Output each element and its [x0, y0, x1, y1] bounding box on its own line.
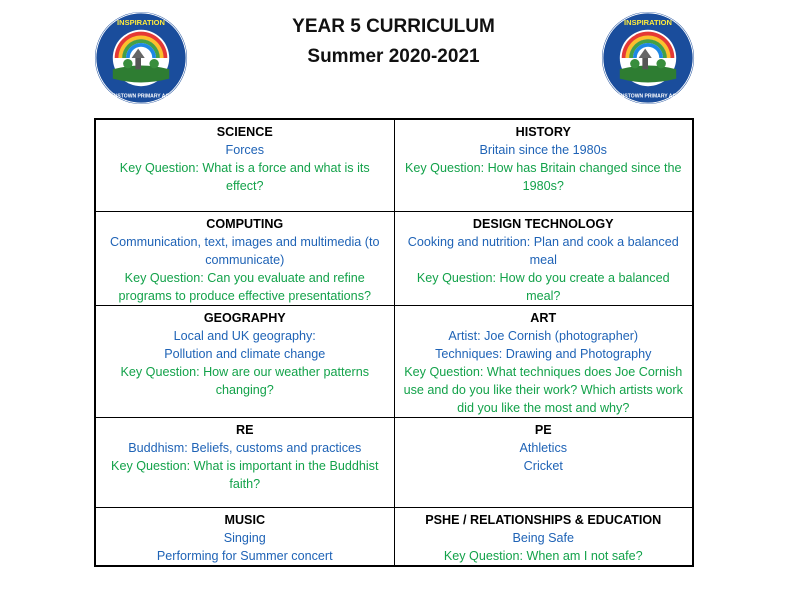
cell-geography [95, 305, 394, 417]
topic-text: Pollution and climate change [164, 346, 326, 361]
cell-pe [394, 417, 693, 507]
cell-pshe [394, 507, 693, 566]
topic-text: Cooking and nutrition: Plan and cook a balanced meal [407, 234, 679, 267]
topic-text: Athletics [519, 440, 568, 455]
topic-text: Singing [223, 530, 266, 545]
topic-text: Techniques: Drawing and Photography [435, 346, 652, 361]
cell-design-technology [394, 211, 693, 305]
topic-text: Britain since the 1980s [479, 143, 607, 157]
key-question: Key Question: What is important in the Buddhist faith? [111, 458, 379, 491]
subject-heading: MUSIC [224, 512, 266, 527]
topic-text: Buddhism: Beliefs, customs and practices [128, 440, 362, 455]
topic-text: Forces [225, 143, 264, 157]
cell-history [394, 119, 693, 211]
logo-top-text: INSPIRATION [117, 18, 165, 28]
topic-text: Artist: Joe Cornish (photographer) [448, 328, 639, 343]
topic-text: Communication, text, images and multimedia (to communicate) [110, 234, 380, 267]
cell-art [394, 305, 693, 417]
subject-heading: PSHE / RELATIONSHIPS & EDUCATION [425, 512, 662, 527]
cell-science [95, 119, 394, 211]
topic-text: Performing for Summer concert [156, 548, 333, 563]
key-question: Key Question: Can you evaluate and refine programs to produce effective presentations? [118, 270, 371, 303]
table-row [95, 417, 693, 507]
subject-heading: DESIGN TECHNOLOGY [472, 216, 614, 231]
subject-heading: GEOGRAPHY [203, 310, 286, 325]
table-row [95, 119, 693, 211]
logo-ring-text: DORMANSTOWN PRIMARY ACADEMY [94, 93, 188, 100]
subject-heading: SCIENCE [216, 125, 273, 139]
table-row [95, 211, 693, 305]
curriculum-table [94, 118, 694, 567]
key-question: Key Question: When am I not safe? [443, 548, 643, 563]
subject-heading: PE [534, 422, 552, 437]
logo-top-text: INSPIRATION [624, 18, 672, 28]
subject-heading: COMPUTING [206, 216, 284, 231]
table-row [95, 507, 693, 566]
topic-text: Local and UK geography: [173, 328, 316, 343]
subject-heading: RE [236, 422, 254, 437]
cell-music [95, 507, 394, 566]
subject-heading: ART [530, 310, 557, 325]
key-question: Key Question: What is a force and what is its effect? [119, 161, 370, 193]
subject-heading: HISTORY [515, 125, 571, 139]
cell-computing [95, 211, 394, 305]
table-row [95, 305, 693, 417]
key-question: Key Question: How do you create a balanced meal? [416, 270, 670, 303]
logo-ring-text: DORMANSTOWN PRIMARY ACADEMY [601, 93, 695, 100]
page-title: YEAR 5 CURRICULUM [292, 16, 495, 37]
topic-text: Cricket [523, 458, 563, 473]
topic-text: Being Safe [512, 530, 575, 545]
key-question: Key Question: How are our weather patterns changing? [120, 364, 369, 397]
cell-re [95, 417, 394, 507]
key-question: Key Question: What techniques does Joe Cornish use and do you like their work? Which artists work did you like the most and why? [403, 364, 683, 415]
key-question: Key Question: How has Britain changed since the 1980s? [404, 161, 682, 193]
page-subtitle: Summer 2020-2021 [307, 46, 480, 67]
